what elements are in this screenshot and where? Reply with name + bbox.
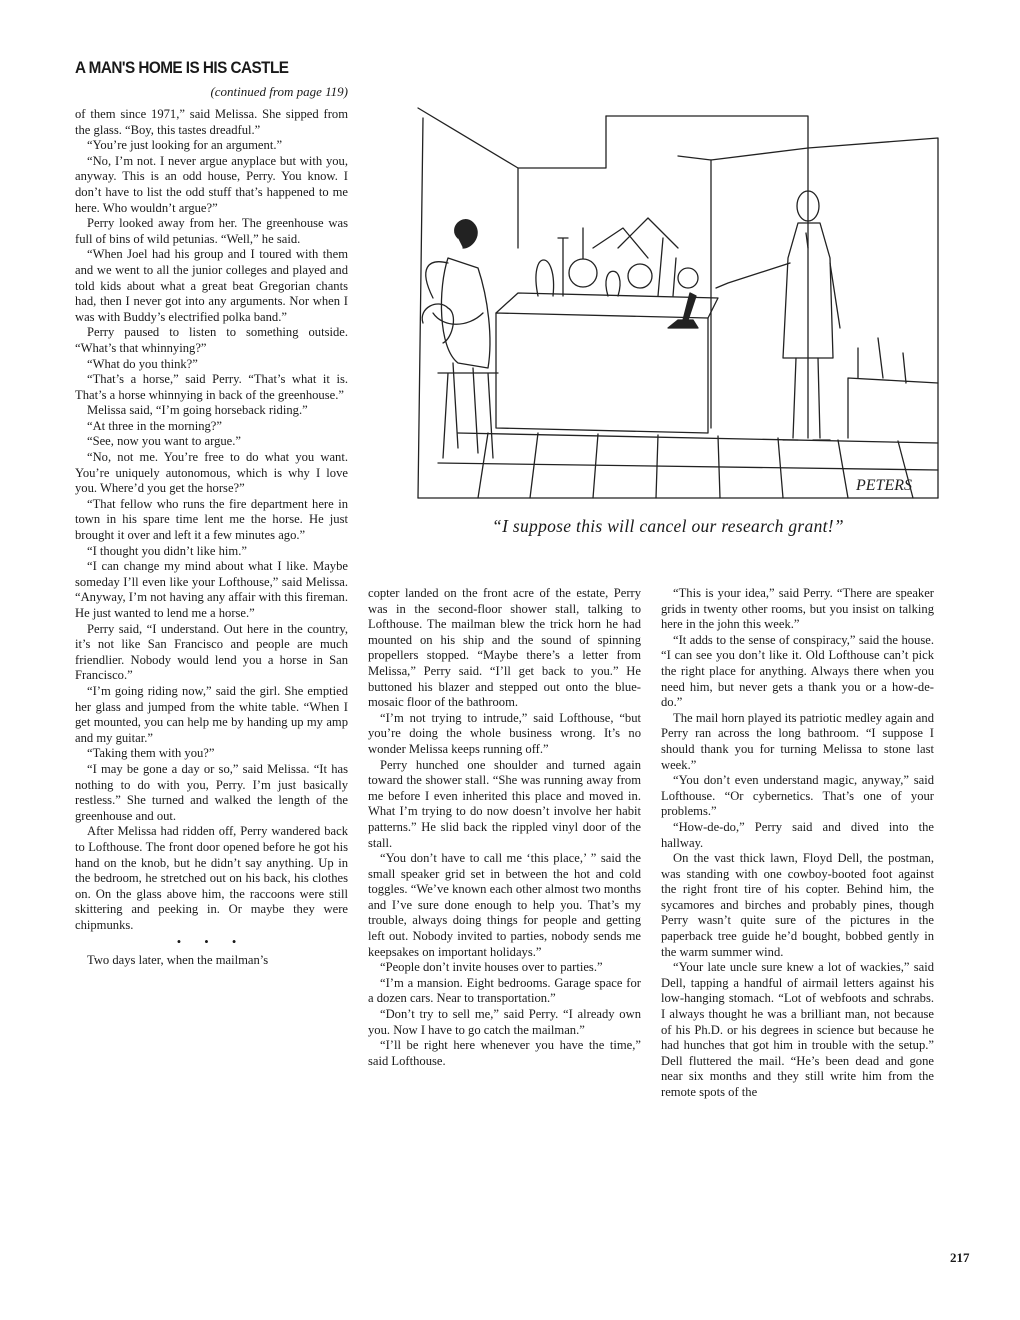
paragraph: of them since 1971,” said Melissa. She sipped from the glass. “Boy, this tastes dreadful.” — [75, 107, 348, 137]
cartoon-caption: “I suppose this will cancel our research grant!” — [492, 516, 844, 536]
paragraph: “It adds to the sense of conspiracy,” said the house. “I can see you don’t like it. Old Lofthouse can’t pick the right place for anything. Always there when you need him, but never gets a thank you or a how-de-do.” — [661, 632, 934, 710]
paragraph: “I’m not trying to intrude,” said Lofthouse, “but you’re doing the whole business wrong. It’s no wonder Melissa keeps running off.” — [368, 710, 641, 756]
lab-glassware — [536, 218, 698, 296]
paragraph: “Your late uncle sure knew a lot of wackies,” said Dell, tapping a handful of airmail letters against his low-hanging stomach. “Lot of webfoots and schrabs. I always thought he was a brilliant man, not because of his Ph.D. or his degrees in science but because he had hunches that got him in trouble with the setup.” Dell fluttered the mail. “He’s been dead and gone near six months and they still write him from the remote spots of the — [661, 960, 934, 1099]
paragraph: “How-de-do,” Perry said and dived into the hallway. — [661, 819, 934, 850]
paragraph: “That’s a horse,” said Perry. “That’s what it is. That’s a horse whinnying in back of the greenhouse.” — [75, 372, 348, 402]
paragraph: “I may be gone a day or so,” said Melissa. “It has nothing to do with you, Perry. I’m just basically restless.” She turned and walked the length of the greenhouse and out. — [75, 761, 348, 823]
paragraph: “You don’t have to call me ‘this place,’ ” said the small speaker grid set in between the hot and cold toggles. “We’ve known each other almost two months and I’ve sure done enough to help you. That’s my trouble, always doing things for people and getting left out. Nobody invited to parties, nobody sends me keepsakes on important holidays.” — [368, 851, 641, 959]
paragraph: “Taking them with you?” — [87, 746, 215, 761]
paragraph: “When Joel had his group and I toured with them and we went to all the junior colleges and played and told kids about what a great beat Gregorian chants had, then I never got into any arguments. Nor when I was with Buddy’s electrified polka band.” — [75, 247, 348, 324]
microscope — [668, 293, 698, 328]
paragraph: “I thought you didn’t like him.” — [87, 543, 247, 558]
paragraph: “You don’t even understand magic, anyway,” said Lofthouse. “Or cybernetics. That’s one of your problems.” — [661, 773, 934, 819]
artist-signature: PETERS — [856, 477, 912, 494]
paragraph: “See, now you want to argue.” — [87, 434, 241, 449]
paragraph: “No, not me. You’re free to do what you want. You’re uniquely autonomous, which is why I love you. Where’d you get the horse?” — [75, 450, 348, 496]
paragraph: “At three in the morning?” — [87, 418, 222, 433]
paragraph: After Melissa had ridden off, Perry wandered back to Lofthouse. The front door opened before he got his hand on the knob, but he didn’t say anything. Up in the bedroom, he stretched out on his back, his clothes on. On the glass above him, the raccoons were still skittering and peeking in. Or maybe they were chipmunks. — [75, 824, 348, 932]
cartoon-illustration — [378, 98, 960, 516]
couple-figures — [422, 220, 498, 458]
paragraph: “This is your idea,” said Perry. “There are speaker grids in twenty other rooms, but you insist on talking here in the john this week.” — [661, 586, 934, 632]
paragraph: Melissa said, “I’m going horseback riding.” — [87, 403, 308, 418]
paragraph: The mail horn played its patriotic medley again and Perry ran across the long bathroom. “I suppose I should thank you for turning Melissa to stone last week.” — [661, 710, 934, 772]
paragraph: “No, I’m not. I never argue anyplace but with you, anyway. This is an odd house, Perry. You know. I don’t have to list the odd stuff that’s happened to me here. Who wouldn’t argue?” — [75, 153, 348, 215]
paragraph: “I’m going riding now,” said the girl. She emptied her glass and jumped from the white table. “When I get mounted, you can help me by handing up my amp and my guitar.” — [75, 683, 348, 745]
paragraph: “People don’t invite houses over to parties.” — [380, 960, 603, 975]
paragraph: “Don’t try to sell me,” said Perry. “I already own you. Now I have to go catch the mailman.” — [368, 1007, 641, 1037]
paragraph: “You’re just looking for an argument.” — [87, 138, 283, 153]
paragraph: “That fellow who runs the fire department here in town in his spare time lent me the horse. He just brought it over and left it a few minutes ago.” — [75, 496, 348, 543]
paragraph: “What do you think?” — [87, 356, 198, 371]
story-title: A MAN'S HOME IS HIS CASTLE — [75, 58, 289, 77]
page-number: 217 — [950, 1250, 970, 1265]
scientist-figure — [716, 191, 840, 440]
column-3 — [661, 586, 934, 1101]
section-break: • • • — [176, 935, 247, 950]
paragraph: Perry paused to listen to something outside. “What’s that whinnying?” — [75, 325, 348, 355]
paragraph: Perry looked away from her. The greenhouse was full of bins of wild petunias. “Well,” he said. — [75, 216, 348, 246]
paragraph: “I can change my mind about what I like. Maybe someday I’ll even like your Lofthouse,” said Melissa. “Anyway, I’m not having any affair with this fireman. He just wanted to lend me a horse.” — [75, 559, 348, 620]
paragraph: Perry hunched one shoulder and turned again toward the shower stall. “She was running away from me before I even inherited this place and moved in. What I’m trying to do now doesn’t involve her habit patterns.” He slid back the rippled vinyl door of the stall. — [368, 757, 641, 850]
column-2 — [368, 586, 641, 1069]
paragraph: Two days later, when the mailman’s — [87, 953, 269, 968]
paragraph: Perry said, “I understand. Out here in the country, it’s not like San Francisco and people are much friendlier. Nobody would lend you a horse in San Francisco.” — [75, 621, 348, 683]
continued-note: (continued from page 119) — [210, 84, 348, 99]
paragraph: copter landed on the front acre of the estate, Perry was in the second-floor shower stall, talking to Lofthouse. The mailman blew the trick horn he had mounted on his ship and the sound of spinning propellers stopped. “Maybe there’s a letter from Melissa,” Perry said. “I’ll get back to you.” He buttoned his blazer and stepped out onto the blue-mosaic floor of the bathroom. — [368, 586, 641, 710]
paragraph: “I’m a mansion. Eight bedrooms. Garage space for a dozen cars. Near to transportation.” — [368, 975, 641, 1006]
paragraph: “I’ll be right here whenever you have the time,” said Lofthouse. — [368, 1038, 641, 1068]
column-1 — [75, 107, 348, 969]
paragraph: On the vast thick lawn, Floyd Dell, the postman, was standing with one cowboy-booted foot against the right front tire of his copter. Behind him, the sycamores and birches and probably pines, though Perry wasn’t quite sure of the pictures in the paperback tree guide he’d bought, bobbed gently in the warm summer wind. — [661, 851, 934, 959]
